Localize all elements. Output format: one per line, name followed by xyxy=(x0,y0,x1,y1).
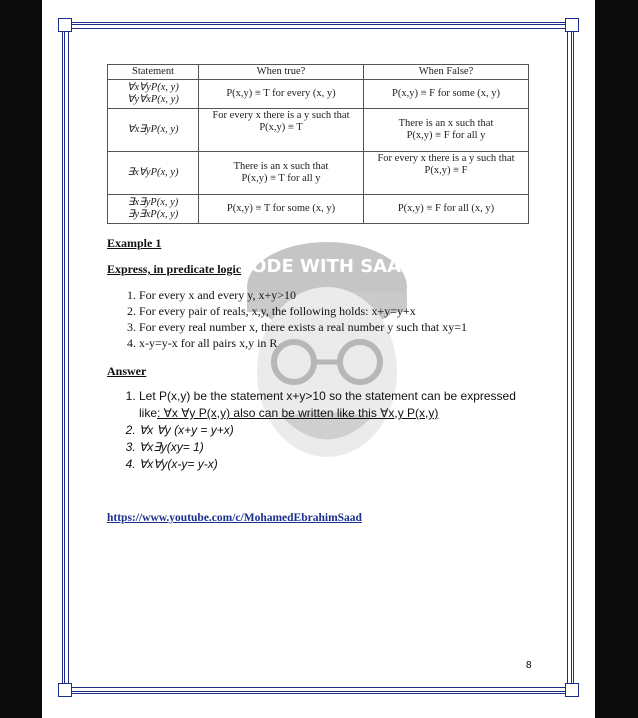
statement-cell: ∀x∃yP(x, y) xyxy=(108,109,199,152)
when-false-cell: P(x,y) ≡ F for all (x, y) xyxy=(364,195,529,224)
document-page xyxy=(42,0,595,718)
list-item: 1. For every x and every y, x+y>10 xyxy=(139,287,579,303)
list-item: 2. For every pair of reals, x,y, the following holds: x+y=y+x xyxy=(139,303,579,319)
when-true-cell: P(x,y) ≡ T for some (x, y) xyxy=(199,195,364,224)
statement-cell: ∀x∀yP(x, y) ∀y∀xP(x, y) xyxy=(108,80,199,109)
list-item: 4. ∀x∀y(x-y= y-x) xyxy=(139,456,589,473)
list-item: 4. x-y=y-x for all pairs x,y in R xyxy=(139,335,579,351)
page-number: 8 xyxy=(526,660,532,671)
youtube-link[interactable]: https://www.youtube.com/c/MohamedEbrahimSaad xyxy=(107,512,362,524)
table-row xyxy=(108,109,529,152)
express-title: Express, in predicate logic xyxy=(107,262,242,276)
list-item: 3. ∀x∃y(xy= 1) xyxy=(139,439,589,456)
table-row xyxy=(108,195,529,224)
list-item: 2. ∀x ∀y (x+y = y+x) xyxy=(139,422,589,439)
answer-1-line1: Let P(x,y) be the statement x+y>10 so the statement can be expressed xyxy=(139,389,516,403)
border-corner xyxy=(58,18,72,32)
answer-list xyxy=(107,388,589,473)
question-list xyxy=(107,287,579,351)
when-false-cell: There is an x such that P(x,y) ≡ F for all y xyxy=(364,109,529,152)
when-false-cell: P(x,y) ≡ F for some (x, y) xyxy=(364,80,529,109)
when-true-cell: P(x,y) ≡ T for every (x, y) xyxy=(199,80,364,109)
quantifier-table xyxy=(107,64,529,224)
when-false-cell: For every x there is a y such that P(x,y) ≡ F xyxy=(364,152,529,195)
example-title: Example 1 xyxy=(107,236,162,250)
table-header: When False? xyxy=(364,65,529,80)
list-item: 3. For every real number x, there exists a real number y such that xy=1 xyxy=(139,319,579,335)
answer-1-prefix: like xyxy=(139,406,158,420)
table-row xyxy=(108,80,529,109)
answer-1-underlined: : ∀x ∀y P(x,y) also can be written like this ∀x,y P(x,y) xyxy=(157,406,439,420)
answer-title: Answer xyxy=(107,364,147,378)
border-corner xyxy=(565,18,579,32)
table-row xyxy=(108,152,529,195)
statement-cell: ∃x∃yP(x, y) ∃y∃xP(x, y) xyxy=(108,195,199,224)
statement-cell: ∃x∀yP(x, y) xyxy=(108,152,199,195)
border-corner xyxy=(58,683,72,697)
border-corner xyxy=(565,683,579,697)
table-header: When true? xyxy=(199,65,364,80)
when-true-cell: For every x there is a y such that P(x,y) ≡ T xyxy=(199,109,364,152)
list-item xyxy=(139,388,589,422)
watermark-text: CODE WITH SAAD xyxy=(238,256,416,277)
when-true-cell: There is an x such that P(x,y) ≡ T for all y xyxy=(199,152,364,195)
table-header: Statement xyxy=(108,65,199,80)
